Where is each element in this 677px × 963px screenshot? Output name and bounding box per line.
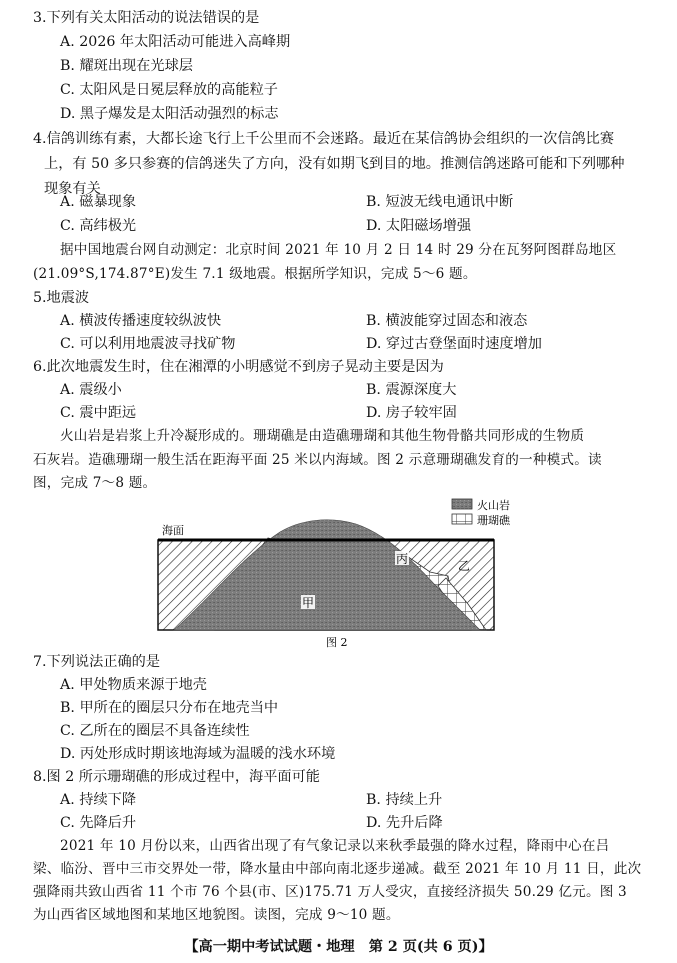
q3-stem: 3.下列有关太阳活动的说法错误的是 [33, 10, 260, 26]
q7-option-b: B. 甲所在的圈层只分布在地壳当中 [60, 700, 279, 716]
legend-volcanic-label: 火山岩 [477, 499, 510, 512]
q4-option-c: C. 高纬极光 [60, 218, 137, 234]
q5-option-d: D. 穿过古登堡面时速度增加 [366, 336, 542, 352]
sea-level-label: 海面 [162, 524, 184, 537]
q4-stem-line2: 上，有 50 多只参赛的信鸽迷失了方向，没有如期飞到目的地。推测信鸽迷路可能和下列哪种 [44, 156, 625, 172]
q5-option-a: A. 横波传播速度较纵波快 [60, 313, 222, 329]
label-yi: 乙 [458, 559, 471, 573]
passage1-line2: (21.09°S,174.87°E)发生 7.1 级地震。根据所学知识，完成 5～6 题。 [33, 266, 477, 282]
q3-option-d: D. 黑子爆发是太阳活动强烈的标志 [60, 106, 279, 122]
figure-2-coral-reef-diagram [150, 494, 510, 654]
q8-option-b: B. 持续上升 [366, 792, 443, 808]
q4-option-b: B. 短波无线电通讯中断 [366, 194, 514, 210]
legend-coral-swatch [452, 514, 472, 524]
q4-stem-line1: 4.信鸽训练有素，大都长途飞行上千公里而不会迷路。最近在某信鸽协会组织的一次信鸽比赛 [33, 131, 615, 147]
q4-option-a: A. 磁暴现象 [60, 194, 137, 210]
passage2-line2: 石灰岩。造礁珊瑚一般生活在距海平面 25 米以内海域。图 2 示意珊瑚礁发育的一种模式。读 [33, 452, 602, 468]
q6-option-d: D. 房子较牢固 [366, 405, 457, 421]
q8-option-a: A. 持续下降 [60, 792, 137, 808]
q3-option-a: A. 2026 年太阳活动可能进入高峰期 [60, 34, 291, 50]
q5-option-b: B. 横波能穿过固态和液态 [366, 313, 528, 329]
page-footer: 【高一期中考试试题・地理 第 2 页(共 6 页)】 [184, 939, 493, 955]
passage3-line3: 强降雨共致山西省 11 个市 76 个县(市、区)175.71 万人受灾，直接经济损失 50.29 亿元。图 3 [33, 884, 627, 900]
passage1-line1: 据中国地震台网自动测定：北京时间 2021 年 10 月 2 日 14 时 29 分在瓦努阿图群岛地区 [60, 242, 617, 258]
q3-option-b: B. 耀斑出现在光球层 [60, 58, 193, 74]
q4-option-d: D. 太阳磁场增强 [366, 218, 472, 234]
q5-stem: 5.地震波 [33, 290, 90, 306]
q7-option-d: D. 丙处形成时期该地海域为温暖的浅水环境 [60, 746, 336, 762]
q6-option-c: C. 震中距远 [60, 405, 137, 421]
passage2-line1: 火山岩是岩浆上升冷凝形成的。珊瑚礁是由造礁珊瑚和其他生物骨骼共同形成的生物质 [60, 428, 585, 444]
passage2-line3: 图，完成 7～8 题。 [33, 475, 157, 491]
legend-coral-label: 珊瑚礁 [477, 514, 510, 527]
passage3-line1: 2021 年 10 月份以来，山西省出现了有气象记录以来秋季最强的降水过程，降雨中心在吕 [60, 838, 610, 854]
q6-option-b: B. 震源深度大 [366, 382, 457, 398]
q3-option-c: C. 太阳风是日冕层释放的高能粒子 [60, 82, 278, 98]
q8-option-d: D. 先升后降 [366, 815, 443, 831]
q6-stem: 6.此次地震发生时，住在湘潭的小明感觉不到房子晃动主要是因为 [33, 359, 444, 375]
q4-stem-line3: 现象有关 [44, 181, 101, 197]
q5-option-c: C. 可以利用地震波寻找矿物 [60, 336, 236, 352]
q8-option-c: C. 先降后升 [60, 815, 137, 831]
label-bing: 丙 [396, 552, 409, 566]
q7-stem: 7.下列说法正确的是 [33, 654, 161, 670]
q8-stem: 8.图 2 所示珊瑚礁的形成过程中，海平面可能 [33, 769, 320, 785]
passage3-line2: 梁、临汾、晋中三市交界处一带，降水量由中部向南北逐步递减。截至 2021 年 10 月 11 日，此次 [33, 861, 642, 877]
passage3-line4: 为山西省区域地图和某地区地貌图。读图，完成 9～10 题。 [33, 907, 400, 923]
legend-volcanic-swatch [452, 499, 472, 509]
label-jia: 甲 [302, 596, 315, 610]
q6-option-a: A. 震级小 [60, 382, 122, 398]
figure-caption: 图 2 [326, 636, 348, 649]
q7-option-c: C. 乙所在的圈层不具备连续性 [60, 723, 250, 739]
q7-option-a: A. 甲处物质来源于地壳 [60, 677, 207, 693]
